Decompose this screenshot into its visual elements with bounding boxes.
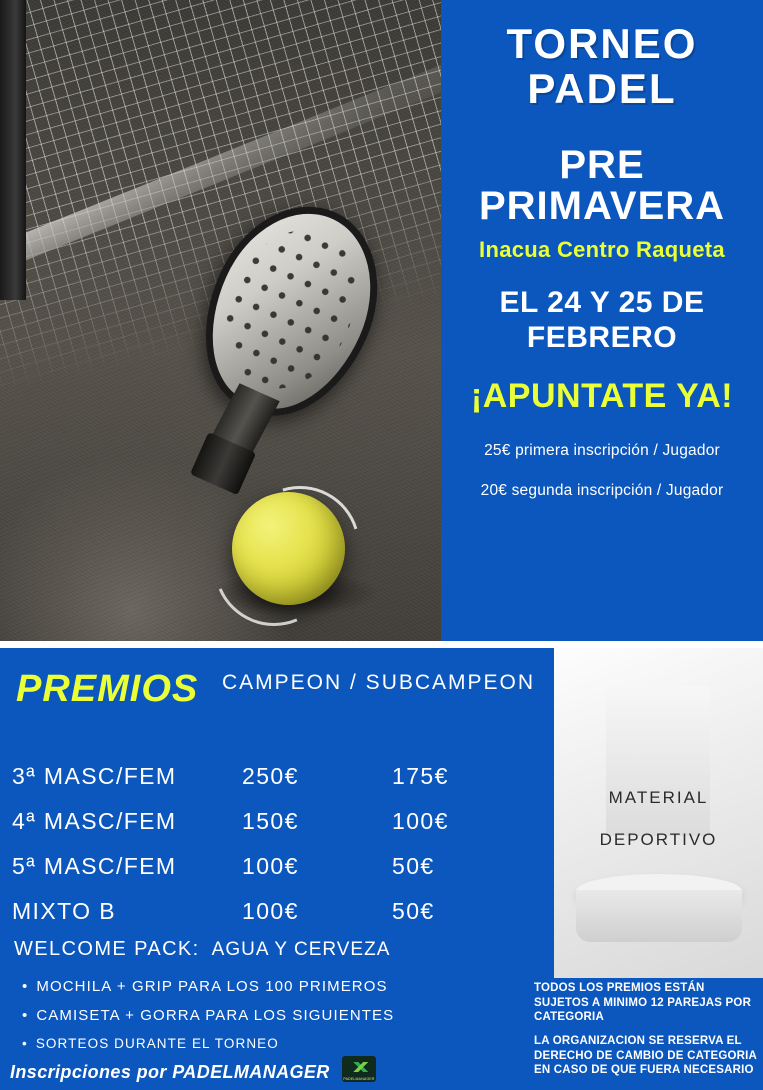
list-item: • SORTEOS DURANTE EL TORNEO	[22, 1036, 394, 1051]
welcome-pack	[14, 938, 390, 961]
prizes-table	[12, 754, 542, 934]
price-second-registration: 20€ segunda inscripción / Jugador	[480, 482, 724, 500]
logo-label: PADELMANAGER	[343, 1077, 375, 1081]
prize-subchampion-amount: 100€	[392, 808, 449, 834]
pedestal-backdrop	[606, 686, 710, 836]
venue-name: Inacua Centro Raqueta	[479, 236, 725, 262]
list-item: • MOCHILA + GRIP PARA LOS 100 PRIMEROS	[22, 978, 394, 995]
logo-mark	[347, 1062, 371, 1072]
list-item: • CAMISETA + GORRA PARA LOS SIGUIENTES	[22, 1007, 394, 1024]
prize-category: MIXTO B	[12, 898, 116, 924]
poster-subtitle-line2: PRIMAVERA	[478, 183, 726, 228]
prize-champion-amount: 250€	[242, 763, 299, 789]
prize-condition-note: TODOS LOS PREMIOS ESTÁN SUJETOS A MINIMO 12 PAREJAS POR CATEGORIA	[534, 982, 752, 1024]
table-row	[12, 889, 542, 934]
prizes-heading: PREMIOS	[16, 668, 199, 710]
padel-court-photo	[0, 0, 441, 641]
prize-champion-amount: 100€	[242, 898, 299, 924]
net-post	[0, 0, 26, 300]
prize-champion-amount: 100€	[242, 853, 299, 879]
prize-subchampion-amount: 50€	[392, 898, 435, 924]
organization-rights-note: LA ORGANIZACION SE RESERVA EL DERECHO DE CAMBIO DE CATEGORIA EN CASO DE QUE FUERA NECESARIO	[534, 1035, 757, 1077]
consolation-line2: DEPORTIVO	[599, 830, 718, 849]
table-row	[12, 754, 542, 799]
welcome-pack-value: AGUA Y CERVEZA	[211, 939, 391, 960]
welcome-pack-label: WELCOME PACK:	[14, 938, 200, 960]
table-row	[12, 844, 542, 889]
poster-title-line2: PADEL	[527, 64, 677, 112]
prize-category: 5ª MASC/FEM	[12, 853, 177, 879]
poster-subtitle-line1: PRE	[559, 143, 645, 188]
consolation-image	[554, 648, 763, 978]
prize-champion-amount: 150€	[242, 808, 299, 834]
padel-ball	[232, 492, 345, 605]
event-dates-line1: EL 24 Y 25 DE	[499, 285, 705, 319]
registration-footer: Inscripciones por PADELMANAGER	[10, 1062, 330, 1082]
prizes-table-body	[12, 754, 542, 934]
poster-title	[451, 22, 753, 111]
poster-subtitle	[451, 145, 753, 227]
consolation-line1: MATERIAL	[608, 788, 709, 807]
prize-category: 4ª MASC/FEM	[12, 808, 177, 834]
event-dates-line2: FEBRERO	[526, 321, 678, 355]
signup-callout: ¡APUNTATE YA!	[470, 377, 734, 416]
padelmanager-logo-icon	[342, 1056, 376, 1082]
prize-category: 3ª MASC/FEM	[12, 763, 177, 789]
welcome-pack-bullets	[22, 978, 394, 1063]
event-dates	[451, 285, 753, 356]
table-row	[12, 799, 542, 844]
section-divider	[0, 641, 763, 648]
poster-title-block	[441, 0, 763, 641]
price-first-registration: 25€ primera inscripción / Jugador	[484, 442, 720, 460]
prizes-section	[0, 648, 763, 1090]
prize-subchampion-amount: 175€	[392, 763, 449, 789]
column-header-champion: CAMPEON / SUBCAMPEON	[222, 671, 536, 694]
prize-subchampion-amount: 50€	[392, 853, 435, 879]
pedestal-body	[576, 890, 742, 942]
poster-title-line1: TORNEO	[506, 20, 698, 67]
